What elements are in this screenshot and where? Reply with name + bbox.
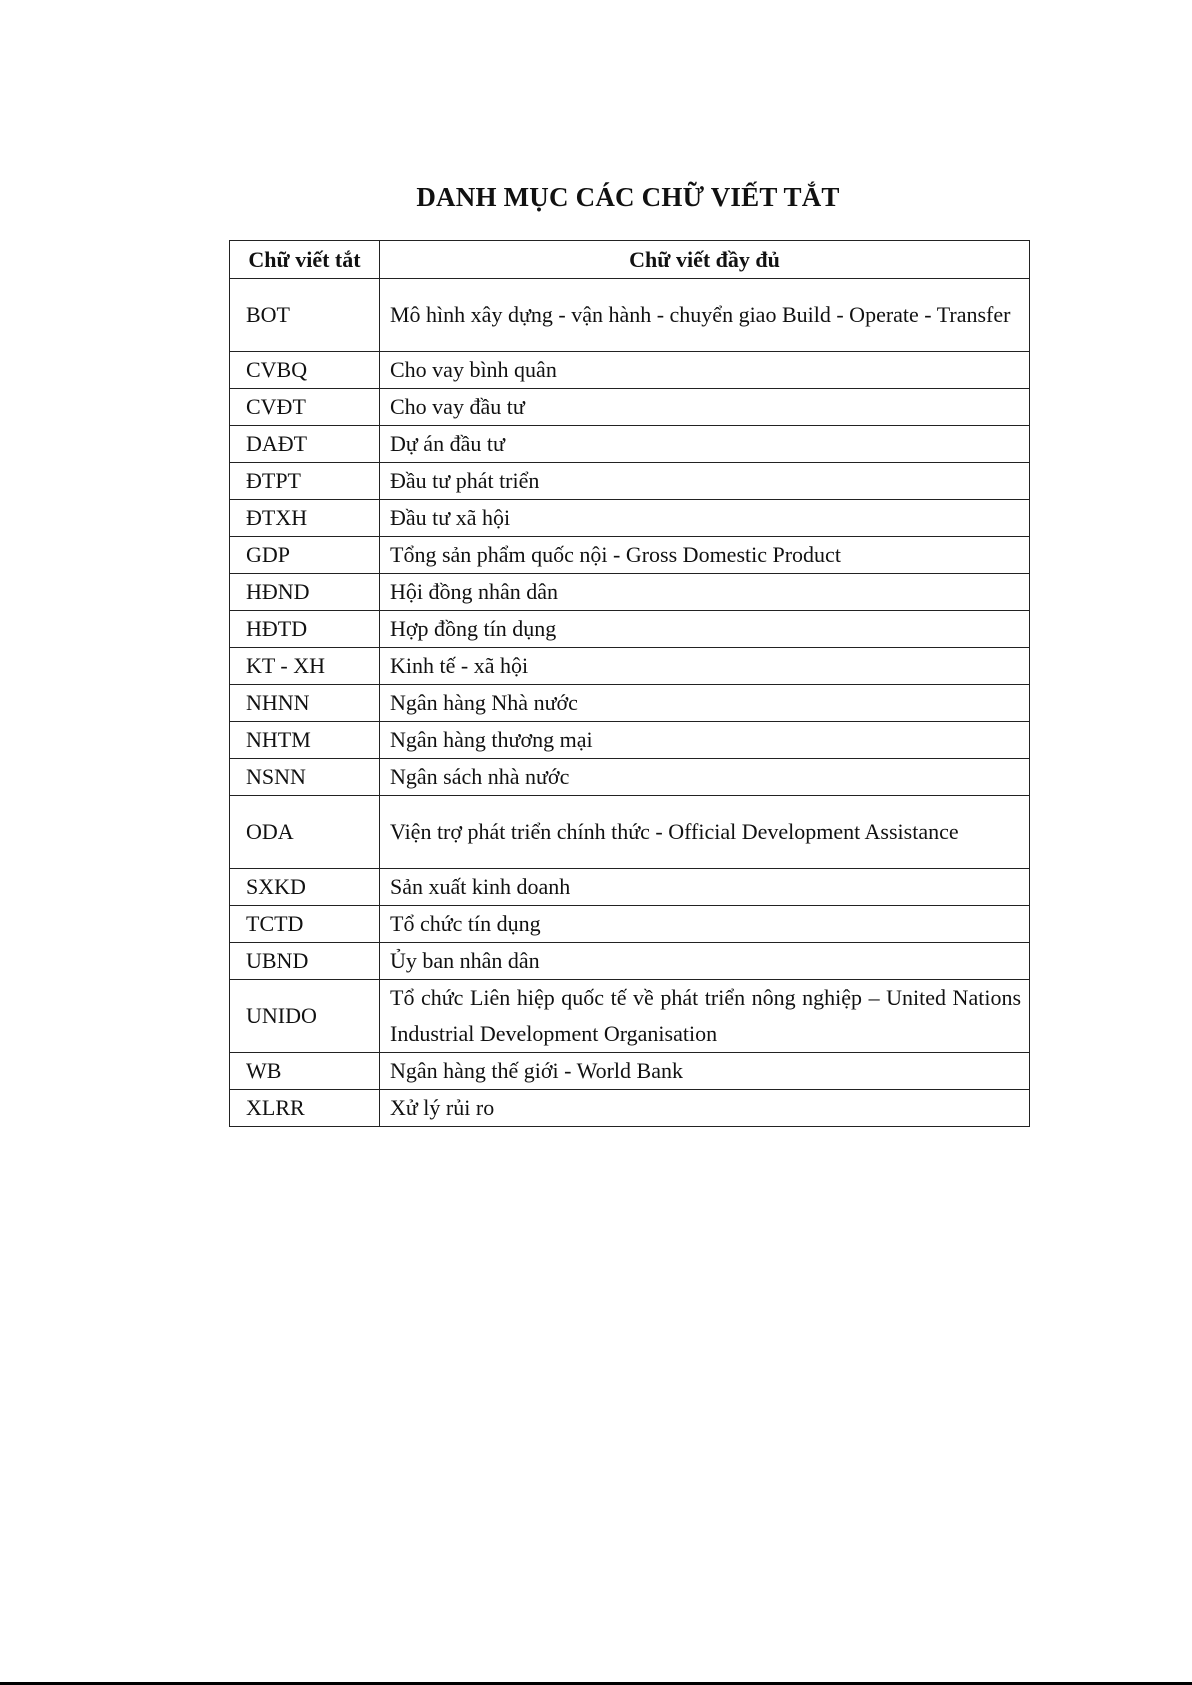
abbreviation-cell: CVBQ <box>230 352 380 389</box>
abbreviation-cell: HĐTD <box>230 611 380 648</box>
full-form-cell: Cho vay bình quân <box>380 352 1030 389</box>
abbreviation-cell: NHTM <box>230 722 380 759</box>
abbreviations-table <box>229 240 1030 1127</box>
full-form-cell: Ngân hàng thế giới - World Bank <box>380 1053 1030 1090</box>
table-row <box>230 648 1030 685</box>
abbreviation-cell: HĐND <box>230 574 380 611</box>
full-form-cell: Xử lý rủi ro <box>380 1090 1030 1127</box>
column-header-abbreviation: Chữ viết tắt <box>230 241 380 279</box>
column-header-full-form: Chữ viết đầy đủ <box>380 241 1030 279</box>
table-row <box>230 980 1030 1053</box>
abbreviation-cell: XLRR <box>230 1090 380 1127</box>
full-form-cell: Tổ chức tín dụng <box>380 906 1030 943</box>
abbreviation-cell: NSNN <box>230 759 380 796</box>
table-row <box>230 759 1030 796</box>
table-row <box>230 500 1030 537</box>
table-row <box>230 352 1030 389</box>
full-form-cell: Kinh tế - xã hội <box>380 648 1030 685</box>
full-form-cell: Đầu tư phát triển <box>380 463 1030 500</box>
abbreviation-cell: SXKD <box>230 869 380 906</box>
abbreviation-cell: UBND <box>230 943 380 980</box>
page-title: DANH MỤC CÁC CHỮ VIẾT TẮT <box>416 182 840 212</box>
full-form-cell: Ngân sách nhà nước <box>380 759 1030 796</box>
table-row <box>230 943 1030 980</box>
table-row <box>230 722 1030 759</box>
table-row <box>230 389 1030 426</box>
full-form-cell: Sản xuất kinh doanh <box>380 869 1030 906</box>
full-form-cell: Ngân hàng thương mại <box>380 722 1030 759</box>
table-row <box>230 869 1030 906</box>
full-form-cell: Hợp đồng tín dụng <box>380 611 1030 648</box>
table-row <box>230 685 1030 722</box>
table-row <box>230 611 1030 648</box>
table-row <box>230 463 1030 500</box>
table-row <box>230 1053 1030 1090</box>
table-row <box>230 796 1030 869</box>
full-form-cell: Tổng sản phẩm quốc nội - Gross Domestic Product <box>380 537 1030 574</box>
abbreviation-cell: GDP <box>230 537 380 574</box>
table-header-row <box>230 241 1030 279</box>
abbreviation-cell: DAĐT <box>230 426 380 463</box>
abbreviation-cell: ĐTPT <box>230 463 380 500</box>
abbreviation-cell: UNIDO <box>230 980 380 1053</box>
abbreviation-cell: KT - XH <box>230 648 380 685</box>
full-form-cell: Dự án đầu tư <box>380 426 1030 463</box>
abbreviation-cell: ODA <box>230 796 380 869</box>
full-form-cell: Mô hình xây dựng - vận hành - chuyển giao Build - Operate - Transfer <box>380 279 1030 352</box>
abbreviation-cell: CVĐT <box>230 389 380 426</box>
full-form-cell: Ủy ban nhân dân <box>380 943 1030 980</box>
full-form-cell: Ngân hàng Nhà nước <box>380 685 1030 722</box>
full-form-cell: Đầu tư xã hội <box>380 500 1030 537</box>
abbreviation-cell: NHNN <box>230 685 380 722</box>
abbreviation-cell: ĐTXH <box>230 500 380 537</box>
full-form-cell: Hội đồng nhân dân <box>380 574 1030 611</box>
full-form-cell: Viện trợ phát triển chính thức - Official Development Assistance <box>380 796 1030 869</box>
table-row <box>230 537 1030 574</box>
table-row <box>230 426 1030 463</box>
abbreviation-cell: WB <box>230 1053 380 1090</box>
table-row <box>230 279 1030 352</box>
abbreviation-cell: TCTD <box>230 906 380 943</box>
table-row <box>230 1090 1030 1127</box>
full-form-cell: Cho vay đầu tư <box>380 389 1030 426</box>
full-form-cell: Tổ chức Liên hiệp quốc tế về phát triển nông nghiệp – United Nations Industrial Development Organisation <box>380 980 1030 1053</box>
table-row <box>230 574 1030 611</box>
table-row <box>230 906 1030 943</box>
abbreviation-cell: BOT <box>230 279 380 352</box>
